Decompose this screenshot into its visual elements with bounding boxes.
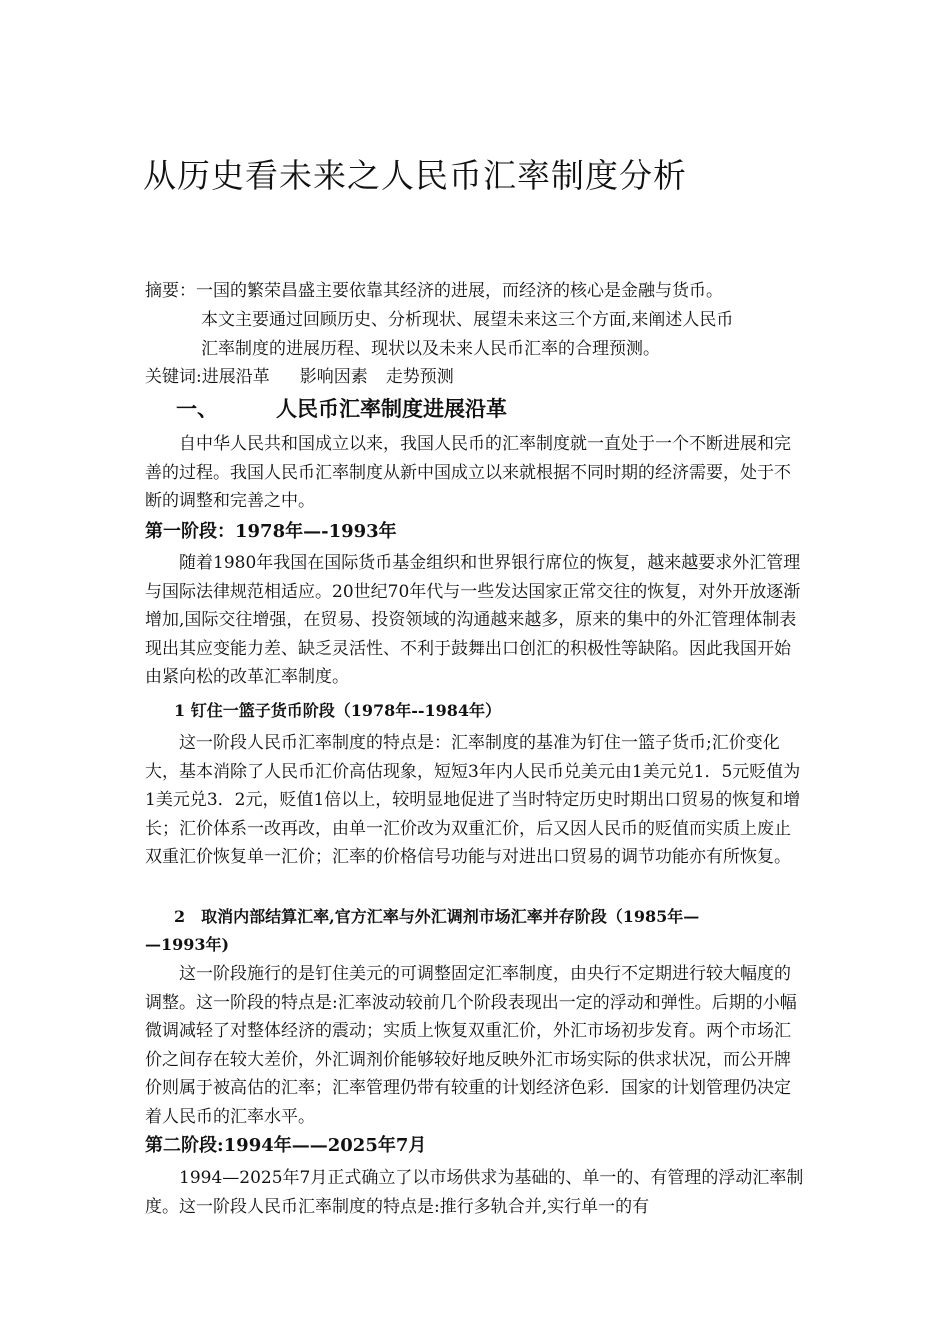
section-1-title: 人民币汇率制度进展沿革 <box>276 396 507 421</box>
stage-1-heading: 第一阶段：1978年—-1993年 <box>145 521 397 542</box>
keyword-3: 走势预测 <box>385 367 454 387</box>
abstract-line-3: 汇率制度的进展历程、现状以及未来人民币汇率的合理预测。 <box>201 339 660 359</box>
keywords-label: 关键词: <box>145 367 202 387</box>
abstract-label: 摘要： <box>145 281 196 301</box>
keyword-2: 影响因素 <box>299 367 368 387</box>
abstract-text: 一国的繁荣昌盛主要依靠其经济的进展，而经济的核心是金融与货币。 <box>196 281 723 301</box>
stage-1-paragraph: 随着1980年我国在国际货币基金组织和世界银行席位的恢复，越来越要求外汇管理与国际法律规范相适应。20世纪70年代与一些发达国家正常交往的恢复，对外开放逐渐增加,国际交往增强，在贸易、投资领域的沟通越来越多，原来的集中的外汇管理体制表现出其应变能力差、缺乏灵活性、不利于鼓舞出口创汇的积极性等缺陷。因此我国开始由紧向松的改革汇率制度。 <box>145 553 801 687</box>
stage-1-sub-1-paragraph: 这一阶段人民币汇率制度的特点是：汇率制度的基准为钉住一篮子货币;汇价变化大，基本消除了人民币汇价高估现象，短短3年内人民币兑美元由1美元兑1．5元贬值为1美元兑3．2元，贬值1倍以上，较明显地促进了当时特定历史时期出口贸易的恢复和增长；汇价体系一改再改，由单一汇价改为双重汇价，后又因人民币的贬值而实质上废止双重汇价恢复单一汇价；汇率的价格信号功能与对进出口贸易的调节功能亦有所恢复。 <box>145 733 801 867</box>
keywords-line <box>145 366 454 388</box>
section-1-intro: 自中华人民共和国成立以来，我国人民币的汇率制度就一直处于一个不断进展和完善的过程。我国人民币汇率制度从新中国成立以来就根据不同时期的经济需要，处于不断的调整和完善之中。 <box>145 434 791 511</box>
abstract-line-2: 本文主要通过回顾历史、分析现状、展望未来这三个方面,来阐述人民币 <box>201 310 734 330</box>
section-1-heading <box>176 396 507 422</box>
stage-1-sub-2-paragraph: 这一阶段施行的是钉住美元的可调整固定汇率制度，由央行不定期进行较大幅度的调整。这一阶段的特点是:汇率波动较前几个阶段表现出一定的浮动和弹性。后期的小幅微调减轻了对整体经济的震动；实质上恢复双重汇价，外汇市场初步发育。两个市场汇价之间存在较大差价，外汇调剂价能够较好地反映外汇市场实际的供求状况，而公开牌价则属于被高估的汇率；汇率管理仍带有较重的计划经济色彩．国家的计划管理仍决定着人民币的汇率水平。 <box>145 964 797 1127</box>
stage-1-sub-1-heading: 1 钉住一篮子货币阶段（1978年--1984年） <box>174 701 502 720</box>
section-1-number: 一、 <box>176 396 218 421</box>
stage-2-heading: 第二阶段:1994年——2025年7月 <box>145 1135 427 1156</box>
document-title: 从历史看未来之人民币汇率制度分析 <box>143 156 687 195</box>
keyword-1: 进展沿革 <box>201 367 270 387</box>
stage-1-sub-2-heading-line-2: —1993年) <box>145 935 230 954</box>
stage-1-sub-2-heading-line-1: 2 取消内部结算汇率,官方汇率与外汇调剂市场汇率并存阶段（1985年— <box>174 907 700 926</box>
stage-2-paragraph: 1994—2025年7月正式确立了以市场供求为基础的、单一的、有管理的浮动汇率制度。这一阶段人民币汇率制度的特点是:推行多轨合并,实行单一的有 <box>145 1168 804 1217</box>
abstract-line-1 <box>145 280 723 302</box>
